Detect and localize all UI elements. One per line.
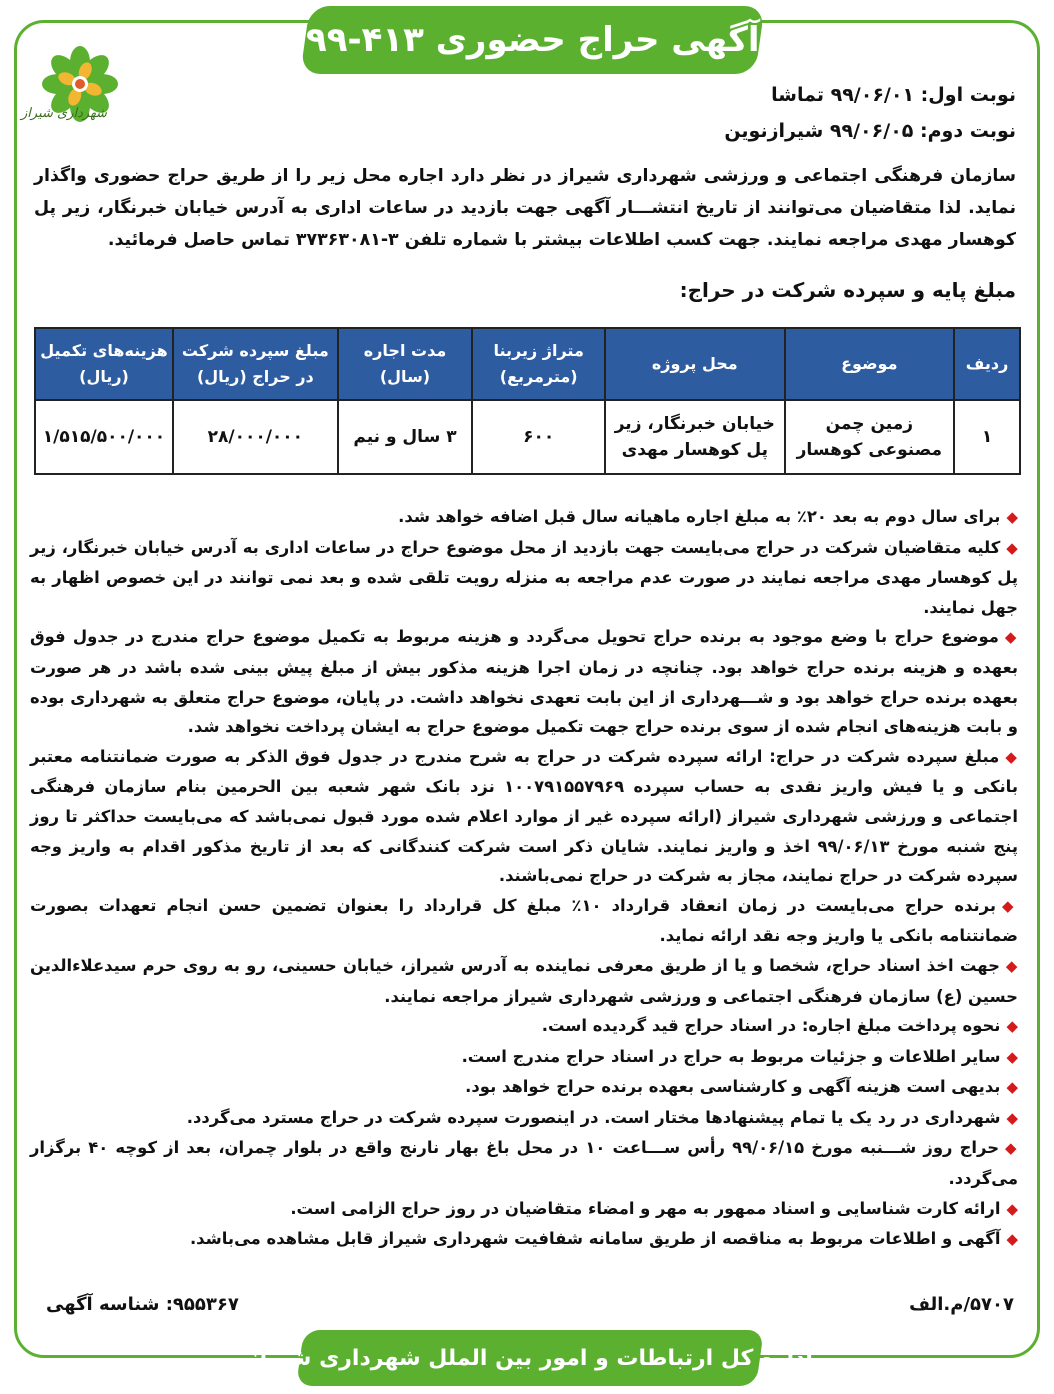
reference-number: ۵۷۰۷/م.الف <box>909 1294 1014 1315</box>
logo-caption: شهرداری شیراز <box>21 106 107 121</box>
list-item: ◆برنده حراج می‌بایست در زمان انعقاد قرارداد ۱۰٪ مبلغ کل قرارداد را بعنوان تضمین حسن انجام تعهدات بصورت ضمانتنامه بانکی یا واریز وجه نقد ارائه نماید. <box>30 895 1018 946</box>
col-completion-cost: هزینه‌های تکمیل (ریال) <box>35 328 173 400</box>
col-subject: موضوع <box>785 328 955 400</box>
diamond-icon: ◆ <box>1006 1078 1018 1097</box>
diamond-icon: ◆ <box>1005 1139 1019 1158</box>
col-lease-duration: مدت اجاره (سال) <box>338 328 473 400</box>
diamond-icon: ◆ <box>1006 1199 1018 1218</box>
col-row-number: ردیف <box>954 328 1020 400</box>
list-item: ◆نحوه پرداخت مبلغ اجاره: در اسناد حراج قید گردیده است. <box>541 1016 1018 1036</box>
auction-table <box>34 327 1021 475</box>
list-item: ◆کلیه متقاضیان شرکت در حراج می‌بایست جهت بازدید از محل موضوع حراج در ساعات اداری به آدرس خیابان خبرنگار، زیر پل کوهسار مهدی مراجعه نمایند در صورت عدم مراجعه به منزله رویت تلقی شده و بعد نمی توانند در این خصوص اظهار به جهل نمایند. <box>30 537 1018 617</box>
ad-id: ۹۵۵۳۶۷: شناسه آگهی <box>46 1294 239 1315</box>
title-banner <box>300 6 765 74</box>
list-item: ◆آگهی و اطلاعات مربوط به مناقصه از طریق سامانه شفافیت شهرداری شیراز قابل مشاهده می‌باشد. <box>189 1229 1018 1249</box>
conditions-list <box>30 502 1018 1255</box>
diamond-icon: ◆ <box>1006 1047 1018 1066</box>
cell-row-number: ۱ <box>954 400 1020 474</box>
table-row <box>35 400 1020 474</box>
list-item: ◆برای سال دوم به بعد ۲۰٪ به مبلغ اجاره ماهیانه سال قبل اضافه خواهد شد. <box>398 507 1018 526</box>
cell-area: ۶۰۰ <box>472 400 605 474</box>
diamond-icon: ◆ <box>1006 1108 1018 1127</box>
table-header-row <box>35 328 1020 400</box>
footer-banner-text: اداره کل ارتباطات و امور بین الملل شهرداری شیراز <box>246 1345 814 1371</box>
col-deposit: مبلغ سپرده شرکت در حراج (ریال) <box>173 328 338 400</box>
table-heading: مبلغ پایه و سپرده شرکت در حراج: <box>679 278 1016 302</box>
cell-deposit: ۲۸/۰۰۰/۰۰۰ <box>173 400 338 474</box>
list-item: ◆بدیهی است هزینه آگهی و کارشناسی بعهده برنده حراج خواهد بود. <box>465 1077 1018 1097</box>
col-location: محل پروژه <box>605 328 784 400</box>
cell-subject: زمین چمن مصنوعی کوهسار <box>785 400 955 474</box>
first-turn: نوبت اول: ۹۹/۰۶/۰۱ تماشا <box>771 84 1016 106</box>
page-title: آگهی حراج حضوری ۴۱۳-۹۹ <box>305 20 760 60</box>
diamond-icon: ◆ <box>1005 956 1018 975</box>
municipality-logo <box>30 30 130 150</box>
list-item: ◆مبلغ سپرده شرکت در حراج: ارائه سپرده شرکت در حراج به شرح مندرج در جدول فوق الذکر به صورت ضمانتنامه معتبر بانکی و یا فیش واریز نقدی به حساب سپرده ۱۰۰۷۹۱۵۵۷۹۶۹ نزد بانک شهر شعبه بین الحرمین بنام سازمان فرهنگی اجتماعی و ورزشی شهرداری شیراز (ارائه سپرده غیر از موارد اعلام شده مورد قبول نمی‌باشد که می‌بایست حداکثر تا روز پنج شنبه مورخ ۹۹/۰۶/۱۳ اخذ و واریز نمایند. شایان ذکر است شرکت کنندگانی که بعد از تاریخ مذکور اقدام به واریز وجه سپرده شرکت در حراج نمایند، مجاز به شرکت در حراج نمی‌باشند. <box>30 746 1018 886</box>
diamond-icon: ◆ <box>1006 508 1018 526</box>
list-item: ◆جهت اخذ اسناد حراج، شخصا و یا از طریق معرفی نماینده به آدرس شیراز، خیابان حسینی، رو به روی حرم سیدعلاءالدین حسین (ع) سازمان فرهنگی اجتماعی و ورزشی شهرداری شیراز مراجعه نمایند. <box>30 955 1018 1006</box>
list-item: ◆سایر اطلاعات و جزئیات مربوط به حراج در اسناد حراج مندرج است. <box>461 1046 1018 1066</box>
cell-location: خیابان خبرنگار، زیر پل کوهسار مهدی <box>605 400 784 474</box>
footer-banner <box>246 1330 814 1386</box>
cell-completion-cost: ۱/۵۱۵/۵۰۰/۰۰۰ <box>35 400 173 474</box>
cell-lease-duration: ۳ سال و نیم <box>338 400 473 474</box>
list-item: ◆حراج روز شـــنبه مورخ ۹۹/۰۶/۱۵ رأس ســـاعت ۱۰ در محل باغ بهار نارنج واقع در بلوار چمران، بعد از کوچه ۴۰ برگزار می‌گردد. <box>30 1138 1019 1189</box>
diamond-icon: ◆ <box>1006 1230 1018 1249</box>
diamond-icon: ◆ <box>1005 747 1018 766</box>
list-item: ◆شهرداری در رد یک یا تمام پیشنهادها مختار است. در اینصورت سپرده شرکت در حراج مسترد می‌گردد. <box>186 1107 1018 1127</box>
diamond-icon: ◆ <box>1006 538 1018 557</box>
diamond-icon: ◆ <box>1006 1017 1018 1036</box>
second-turn: نوبت دوم: ۹۹/۰۶/۰۵ شیرازنوین <box>724 120 1016 142</box>
list-item: ◆ارائه کارت شناسایی و اسناد ممهور به مهر و امضاء متقاضیان در روز حراج الزامی است. <box>290 1198 1018 1218</box>
diamond-icon: ◆ <box>1004 628 1018 647</box>
diamond-icon: ◆ <box>1002 896 1018 915</box>
col-area: متراژ زیربنا (مترمربع) <box>472 328 605 400</box>
intro-paragraph: سازمان فرهنگی اجتماعی و ورزشی شهرداری شیراز در نظر دارد اجاره محل زیر را از طریق حراج حضوری واگذار نماید. لذا متقاضیان می‌توانند از تاریخ انتشـــار آگهی جهت بازدید در ساعات اداری به آدرس خیابان خبرنگار، زیر پل کوهسار مهدی مراجعه نمایند. جهت کسب اطلاعات بیشتر با شماره تلفن ۳-۳۷۳۶۳۰۸۱ تماس حاصل فرمائید. <box>34 166 1016 250</box>
list-item: ◆موضوع حراج با وضع موجود به برنده حراج تحویل می‌گردد و هزینه مربوط به تکمیل موضوع حراج مندرج در جدول فوق بعهده و هزینه برنده حراج خواهد بود. چنانچه در زمان اجرا هزینه مذکور بیش از مبلغ پیش بینی شده باشد در هر صورت بعهده برنده حراج خواهد بود و شـــهرداری از این بابت تعهدی نخواهد داشت. در پایان، موضوع حراج متعلق به شهرداری بوده و بابت هزینه‌های انجام شده از سوی برنده حراج جهت تکمیل موضوع حراج به ایشان پرداخت نخواهد شد. <box>30 627 1018 737</box>
